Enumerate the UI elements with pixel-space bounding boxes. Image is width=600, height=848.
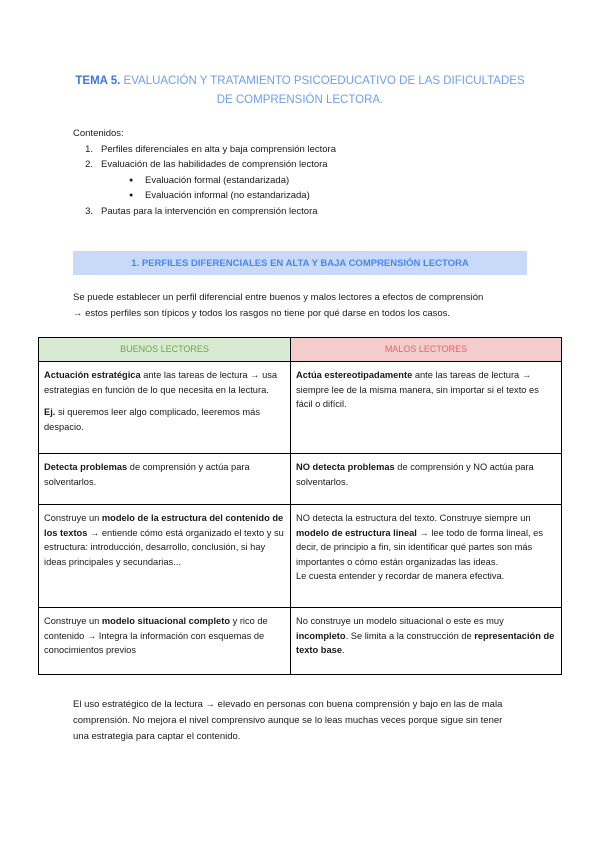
cell-text: de comprensión y NO actúa para solventarlos. [296, 462, 534, 487]
outro-line: una estrategia para captar el contenido. [73, 731, 241, 742]
list-item-text: Evaluación de las habilidades de comprensión lectora [101, 159, 328, 170]
cell-bad [291, 454, 562, 505]
outro-line: comprensión. No mejora el nivel comprensivo aunque se lo leas muchas veces porque sigue sin tener [73, 715, 503, 726]
bold-text: incompleto [296, 630, 346, 641]
header-bad-readers: MALOS LECTORES [291, 338, 562, 362]
intro-line: → estos perfiles son típicos y todos los rasgos no tiene por qué darse en todos los casos. [73, 308, 451, 319]
bold-text: modelo situacional completo [101, 616, 230, 626]
intro-line: Se puede establecer un perfil diferencial entre buenos y malos lectores a efectos de comprensión [73, 292, 484, 303]
page-title [70, 72, 530, 110]
bullet-icon: ● [129, 192, 134, 199]
list-item [73, 157, 336, 173]
cell-text: y rico de contenido → Integra la información con esquemas de conocimientos previos [44, 616, 268, 655]
table-row [39, 608, 562, 675]
bold-text: representación de texto base [296, 630, 555, 655]
list-number: 3. [85, 205, 93, 217]
cell-text: . Se limita a la construcción de [345, 630, 475, 641]
list-subitem [73, 173, 336, 189]
contents-list [73, 126, 336, 219]
cell-text: . [342, 645, 345, 655]
list-item-text: Pautas para la intervención en comprensión lectora [101, 205, 318, 217]
outro-line: El uso estratégico de la lectura → elevado en personas con buena comprensión y bajo en las de mala [73, 699, 503, 710]
bold-text: Actúa estereotipadamente [296, 370, 413, 380]
cell-good [39, 454, 291, 505]
cell-good [39, 608, 291, 675]
bold-text: Ej. [44, 407, 56, 417]
cell-bad [291, 505, 562, 608]
title-lead: TEMA 5. [75, 75, 121, 87]
cell-text: ante las tareas de lectura → siempre lee de la misma manera, sin importar si el texto es fácil o difícil. [296, 370, 539, 409]
contents-heading: Contenidos: [73, 128, 124, 139]
bold-text: Actuación estratégica [44, 370, 141, 380]
cell-bad [291, 362, 562, 454]
list-item-text: Evaluación informal (no estandarizada) [145, 190, 310, 201]
cell-bad [291, 608, 562, 675]
cell-text: → lee todo de forma lineal, es decir, de principio a fin, sin identificar qué partes son más importantes o cómo están organizadas las ideas. [296, 527, 543, 567]
bold-text: Detecta problemas [44, 462, 128, 472]
list-item [73, 142, 336, 158]
table-row [39, 454, 562, 505]
cell-good [39, 505, 291, 608]
list-subitem [73, 188, 336, 204]
cell-text: si queremos leer algo complicado, leeremos más despacio. [44, 407, 260, 432]
comparison-table [38, 337, 562, 675]
table-row [39, 362, 562, 454]
list-item [73, 204, 336, 220]
table-header-row [39, 338, 562, 362]
bold-text: modelo de estructura lineal [296, 527, 417, 538]
cell-text: NO detecta la estructura del texto. Construye siempre un [296, 513, 531, 523]
bold-text: NO detecta problemas [296, 462, 395, 472]
cell-text: Construye un [44, 513, 102, 523]
list-number: 2. [85, 159, 93, 170]
header-good-readers: BUENOS LECTORES [39, 338, 291, 362]
cell-text: → entiende cómo está organizado el texto y su estructura: introducción, desarrollo, conclusión, si hay ideas principales y secundarias... [44, 527, 284, 567]
outro-paragraph [73, 697, 533, 745]
bold-text: modelo de la estructura del contenido de los textos [44, 513, 284, 538]
cell-text: ante las tareas de lectura → usa estrategias en función de lo que necesita en la lectura. [44, 370, 278, 395]
bullet-icon: ● [129, 176, 134, 184]
cell-text: Construye un [44, 616, 102, 626]
list-number: 1. [85, 143, 93, 155]
list-item-text: Perfiles diferenciales en alta y baja comprensión lectora [101, 143, 336, 155]
cell-text: de comprensión y actúa para solventarlos. [44, 462, 250, 487]
section-heading: 1. PERFILES DIFERENCIALES EN ALTA Y BAJA COMPRENSIÓN LECTORA [73, 251, 527, 275]
list-item-text: Evaluación formal (estandarizada) [145, 174, 290, 186]
cell-good [39, 362, 291, 454]
intro-paragraph [73, 290, 533, 322]
cell-text: No construye un modelo situacional o este es muy [296, 616, 504, 626]
title-rest: EVALUACIÓN Y TRATAMIENTO PSICOEDUCATIVO DE LAS DIFICULTADES DE COMPRENSIÓN LECTORA. [120, 75, 525, 106]
table-row [39, 505, 562, 608]
cell-text: Le cuesta entender y recordar de manera efectiva. [296, 571, 505, 581]
